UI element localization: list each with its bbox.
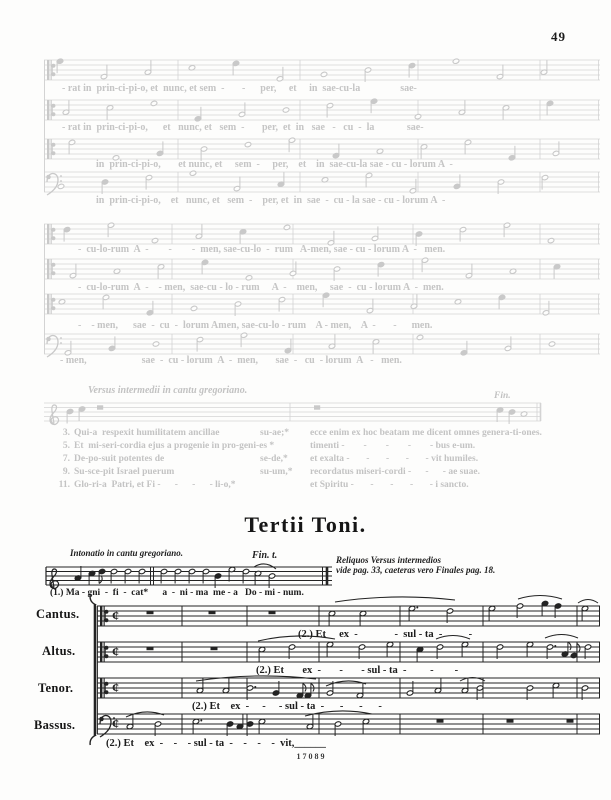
piece-title: Tertii Toni.: [244, 512, 367, 537]
intonatio-label: Intonatio in cantu gregoriano.: [70, 548, 184, 558]
intonation-lyrics: (1.) Ma - gni - fi - cat* a - ni - ma me - a Do - mi - num.: [50, 588, 304, 598]
lyrics-tenor: (2.) Et ex - - - sul - ta - - - -: [192, 701, 382, 712]
voice-label-cantus: Cantus.: [36, 607, 80, 621]
plate-number: 17089: [296, 752, 327, 761]
verse-text-right: ecce enim ex hoc beatam me dicent omnes genera-ti-ones.: [310, 428, 542, 438]
voice-label-bassus: Bassus.: [34, 718, 76, 732]
verse-text-left: Glo-ri-a Patri, et Fi - - - - li-o,*: [74, 480, 236, 490]
svg-text:¢: ¢: [112, 609, 119, 624]
svg-text:¢: ¢: [112, 645, 119, 660]
svg-text:¢: ¢: [112, 681, 119, 696]
lyrics-cantus: (2.) Et ex - - sul - ta - -: [298, 629, 473, 640]
faded-lyric-line: in prin-ci-pi-o, et nunc, et sem - per, et in sae - cu - la sae - cu - lorum A -: [96, 195, 446, 206]
verse-text-right: et exalta - - - - - vit humiles.: [310, 454, 479, 464]
page-number: 49: [551, 29, 566, 44]
voice-label-altus: Altus.: [42, 644, 76, 658]
lyrics-bassus: (2.) Et ex - - - sul - ta - - - - vit,______: [106, 738, 326, 749]
lyrics-altus: (2.) Et ex - - - sul - ta - - -: [256, 665, 459, 676]
faded-lyric-line: - cu-lo-rum A - - men, sae-cu - lo - rum A - men, sae - cu - lorum A - men.: [78, 282, 444, 293]
reference-note-line1: Reliquos Versus intermedios: [336, 555, 442, 565]
faded-lyric-line: - - men, sae - cu - lorum Amen, sae-cu-lo - rum A - men, A - - men.: [78, 320, 433, 331]
versus-heading: Versus intermedii in cantu gregoriano.: [88, 385, 248, 396]
verse-text-right: timenti - - - - - bus e-um.: [310, 441, 476, 451]
reference-note-line2: vide pag. 33, caeteras vero Finales pag. 18.: [336, 565, 496, 575]
faded-lyric-line: in prin-ci-pi-o, et nunc, et sem - per, et in sae-cu-la sae - cu - lorum A -: [96, 159, 453, 170]
faded-lyric-line: - men, sae - cu - lorum A - men, sae - cu - lorum A - men.: [60, 355, 402, 366]
verse-text-left: Et mi-seri-cordia ejus a progenie in pro-geni-es *: [74, 441, 275, 451]
verse-text-mid: su-ae;*: [260, 428, 290, 438]
fin-t-label: Fin. t.: [252, 550, 278, 561]
verse-text-right: recordatus miseri-cordi - - - ae suae.: [310, 467, 480, 477]
verse-number: 7.: [62, 454, 70, 464]
verse-text-left: De-po-suit potentes de: [74, 454, 165, 464]
verse-text-mid: se-de,*: [260, 454, 288, 464]
voice-label-tenor: Tenor.: [38, 681, 74, 695]
faded-lyric-line: - rat in prin-ci-pi-o, et nunc, et sem - - per, et in sae-cu-la sae-: [62, 83, 417, 94]
verse-number: 9.: [62, 467, 70, 477]
faded-lyric-line: - cu-lo-rum A - - - men, sae-cu-lo - rum A-men, sae - cu - lorum A - men.: [78, 244, 446, 255]
verse-text-left: Su-sce-pit Israel puerum: [74, 467, 175, 477]
fin-label-faded: Fin.: [494, 391, 511, 401]
verse-text-mid: su-um,*: [260, 467, 293, 477]
svg-text:¢: ¢: [112, 717, 119, 732]
faded-lyric-line: - rat in prin-ci-pi-o, et nunc, et sem - per, et in sae - cu - la sae-: [62, 122, 424, 133]
verse-number: 11.: [58, 480, 70, 490]
verse-number: 5.: [62, 441, 70, 451]
verse-text-left: Qui-a respexit humilitatem ancillae: [74, 428, 220, 438]
verse-number: 3.: [62, 428, 70, 438]
verse-text-right: et Spiritu - - - - - i sancto.: [310, 480, 469, 490]
